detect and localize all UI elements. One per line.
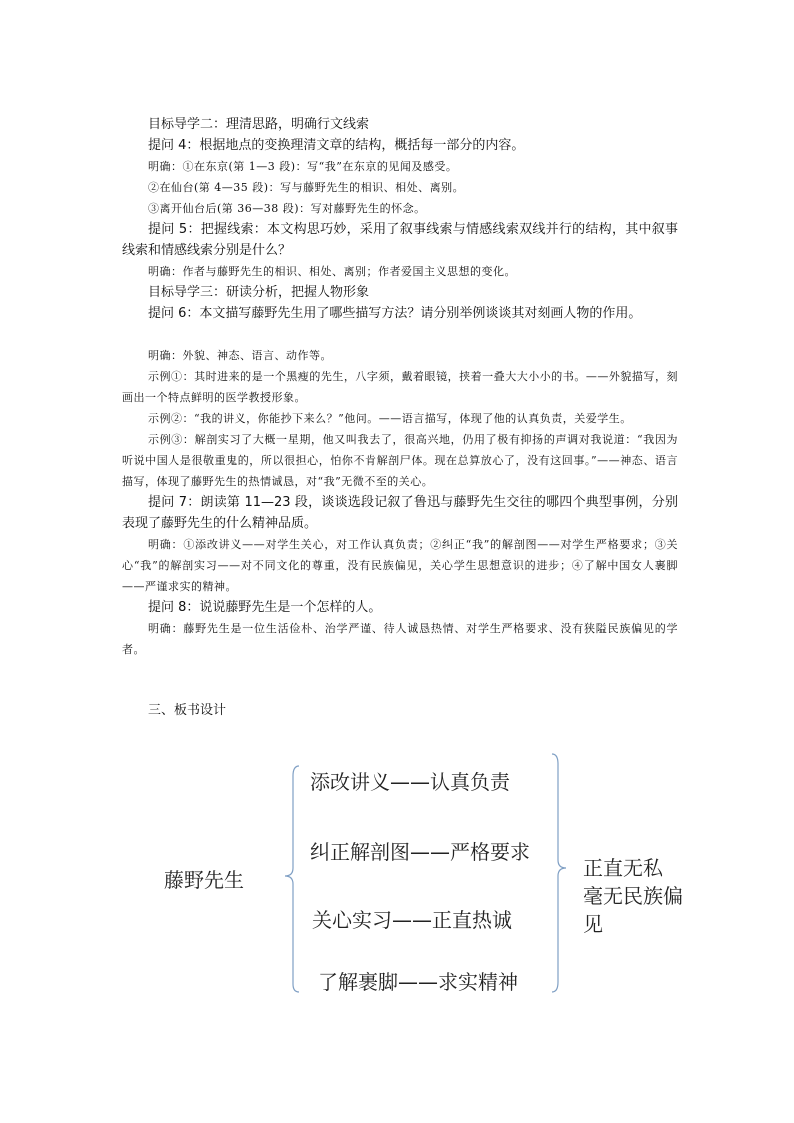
board-item-3: 关心实习——正直热诚 (312, 908, 512, 932)
goal-heading-2: 目标导学二：理清思路，明确行文线索 (148, 117, 370, 132)
answer-6: 明确：外貌、神态、语言、动作等。 (148, 349, 332, 362)
question-7: 提问 7：朗读第 11—23 段，谈谈选段记叙了鲁迅与藤野先生交往的哪四个典型事例，分别表现了藤野先生的什么精神品质。 (122, 495, 678, 531)
answer-4-part3: ③离开仙台后(第 36—38 段)：写对藤野先生的怀念。 (148, 202, 426, 215)
question-6: 提问 6：本文描写藤野先生用了哪些描写方法？请分别举例谈谈其对刻画人物的作用。 (148, 306, 642, 321)
example-2: 示例②：“我的讲义，你能抄下来么？”他问。——语言描写，体现了他的认真负责，关爱学生。 (148, 412, 632, 425)
question-8: 提问 8：说说藤野先生是一个怎样的人。 (148, 600, 382, 615)
board-item-4: 了解裹脚——求实精神 (318, 970, 518, 994)
goal-heading-3: 目标导学三：研读分析，把握人物形象 (148, 285, 370, 300)
answer-7: 明确：①添改讲义——对学生关心，对工作认真负责；②纠正“我”的解剖图——对学生严格要求；③关心“我”的解剖实习——对不同文化的尊重，没有民族偏见，关心学生思想意识的进步；④了解中国女人裹脚——严谨求实的精神。 (122, 538, 678, 593)
board-summary-line1: 正直无私 (583, 856, 663, 880)
board-center-title: 藤野先生 (164, 868, 244, 892)
left-brace (285, 766, 299, 992)
section-heading-board-design: 三、板书设计 (148, 703, 227, 718)
example-1: 示例①：其时进来的是一个黑瘦的先生，八字须，戴着眼镜，挟着一叠大大小小的书。——外貌描写，刻画出一个特点鲜明的医学教授形象。 (122, 370, 678, 404)
question-4: 提问 4：根据地点的变换理清文章的结构，概括每一部分的内容。 (148, 138, 525, 153)
example-3: 示例③：解剖实习了大概一星期，他又叫我去了，很高兴地，仍用了极有抑扬的声调对我说道：“我因为听说中国人是很敬重鬼的，所以很担心，怕你不肯解剖尸体。现在总算放心了，没有这回事。”——神态、语言描写，体现了藤野先生的热情诚恳，对“我”无微不至的关心。 (122, 433, 678, 488)
board-item-1: 添改讲义——认真负责 (310, 770, 510, 794)
answer-8: 明确：藤野先生是一位生活俭朴、治学严谨、待人诚恳热情、对学生严格要求、没有狭隘民族偏见的学者。 (122, 622, 678, 656)
board-summary-line2: 毫无民族偏 (583, 884, 683, 908)
answer-4-part1: 明确：①在东京(第 1—3 段)：写“我”在东京的见闻及感受。 (148, 160, 458, 173)
board-item-2: 纠正解剖图——严格要求 (310, 840, 530, 864)
right-brace (552, 754, 566, 992)
answer-4-part2: ②在仙台(第 4—35 段)：写与藤野先生的相识、相处、离别。 (148, 181, 465, 194)
board-summary-line3: 见 (583, 912, 603, 936)
answer-5: 明确：作者与藤野先生的相识、相处、离别；作者爱国主义思想的变化。 (148, 265, 516, 278)
question-5: 提问 5：把握线索：本文构思巧妙，采用了叙事线索与情感线索双线并行的结构，其中叙事线索和情感线索分别是什么？ (122, 222, 678, 258)
